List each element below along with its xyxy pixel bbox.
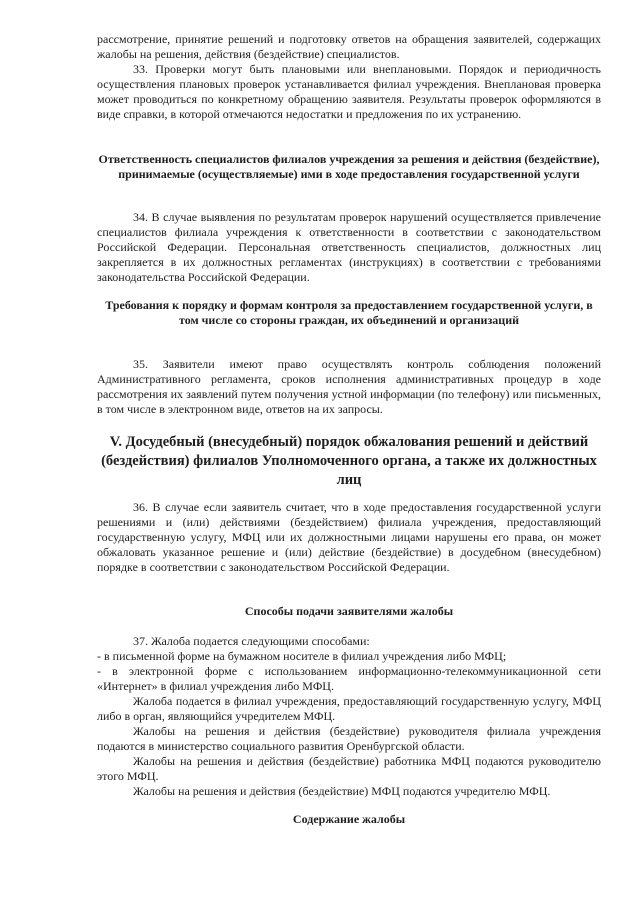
paragraph-37-a: Жалоба подается в филиал учреждения, предоставляющий государственную услугу, МФЦ либо в орган, являющийся учредителем МФЦ. (97, 694, 601, 723)
list-item-electronic: - в электронной форме с использованием информационно-телекоммуникационной сети «Интернет» в филиал учреждения либо МФЦ. (97, 664, 601, 693)
heading-section-5: V. Досудебный (внесудебный) порядок обжалования решений и действий (бездействия) филиалов Уполномоченного органа, а также их должностных лиц (101, 434, 597, 488)
paragraph-36: 36. В случае если заявитель считает, что в ходе предоставления государственной услуги решениями и (или) действиями (бездействием) филиала учреждения, предоставляющий государственную услугу, МФЦ или их должностными лицами нарушены его права, он может обжаловать указанное решение и (или) действие (бездействие) в досудебном (внесудебном) порядке в соответствии с законодательством Российской Федерации. (97, 500, 601, 574)
paragraph-34: 34. В случае выявления по результатам проверок нарушений осуществляется привлечение специалистов филиала учреждения к ответственности в соответствии с законодательством Российской Федерации. Персональная ответственность специалистов, должностных лиц закрепляется в их должностных регламентах (инструкциях) в соответствии с требованиями законодательства Российской Федерации. (97, 210, 601, 284)
paragraph-35: 35. Заявители имеют право осуществлять контроль соблюдения положений Административного регламента, сроков исполнения административных процедур в ходе рассмотрения их заявлений путем получения устной информации (по телефону) или письменных, в том числе в электронном виде, ответов на их запросы. (97, 357, 601, 416)
paragraph-intro: рассмотрение, принятие решений и подготовку ответов на обращения заявителей, содержащих жалобы на решения, действия (бездействие) специалистов. (97, 32, 601, 61)
paragraph-37-b: Жалобы на решения и действия (бездействие) руководителя филиала учреждения подаются в министерство социального развития Оренбургской области. (97, 724, 601, 753)
heading-complaint-methods: Способы подачи заявителями жалобы (244, 604, 454, 618)
list-item-paper: - в письменной форме на бумажном носителе в филиал учреждения либо МФЦ; (97, 649, 507, 663)
paragraph-37-d: Жалобы на решения и действия (бездействие) МФЦ подаются учредителю МФЦ. (133, 784, 551, 798)
paragraph-37: 37. Жалоба подается следующими способами: (133, 634, 370, 648)
paragraph-33: 33. Проверки могут быть плановыми или внеплановыми. Порядок и периодичность осуществления плановых проверок устанавливается филиал учреждения. Внеплановая проверка может проводиться по конкретному обращению заявителя. Результаты проверок оформляются в виде справки, в которой отмечаются недостатки и предложения по их устранению. (97, 62, 601, 121)
heading-control: Требования к порядку и формам контроля за предоставлением государственной услуги, в том числе со стороны граждан, их объединений и организаций (105, 298, 593, 327)
heading-complaint-content: Содержание жалобы (292, 812, 406, 826)
paragraph-37-c: Жалобы на решения и действия (бездействие) работника МФЦ подаются руководителю этого МФЦ. (97, 754, 601, 783)
heading-responsibility: Ответственность специалистов филиалов учреждения за решения и действия (бездействие), принимаемые (осуществляемые) ими в ходе предоставления государственной услуги (98, 152, 600, 181)
